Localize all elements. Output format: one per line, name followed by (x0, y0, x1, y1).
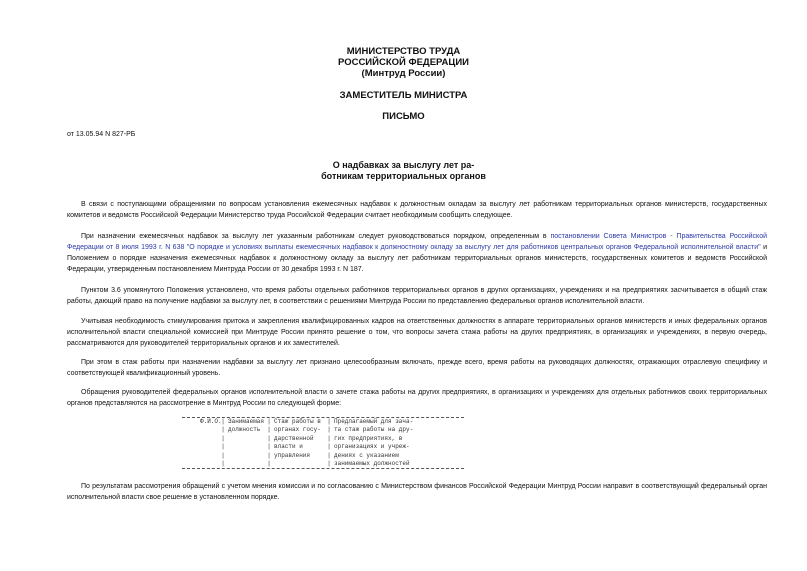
table-cell: Предлагаемый для зача- (334, 418, 414, 425)
column-separator: | (327, 460, 331, 468)
author-position: ЗАМЕСТИТЕЛЬ МИНИСТРА (339, 90, 468, 101)
table-row (182, 452, 464, 460)
table-row (182, 435, 464, 443)
table-cell: занимаемых должностей (334, 460, 410, 468)
paragraph-legal-basis (67, 231, 767, 275)
table-row (182, 426, 464, 434)
column-separator: | (327, 451, 331, 459)
table-cell (228, 452, 264, 460)
table-cell: гих предприятиях, в (334, 434, 403, 442)
column-separator: | (221, 426, 225, 434)
paragraph-clause-3-6: Пунктом 3.6 упомянутого Положения установлено, что время работы отдельных работников территориальных органов в других организациях, учреждениях и на предприятиях засчитывается в общий стаж работы, дающий право на получение надбавки за выслугу лет, в соответствии с решениями Минтруда России по представлению федеральных органов исполнительной власти. (67, 287, 767, 305)
column-separator: | (327, 426, 331, 434)
table-cell (228, 460, 264, 468)
column-separator: | (221, 460, 225, 468)
column-separator: | (267, 451, 271, 459)
column-separator: | (267, 426, 271, 434)
column-separator: | (267, 418, 271, 425)
column-separator: | (267, 460, 271, 468)
subject-line1: О надбавках за выслугу лет ра- (332, 160, 475, 170)
document-date-number: от 13.05.94 N 827-РБ (67, 131, 136, 138)
table-cell (182, 460, 218, 468)
table-cell: Стаж работы в (274, 418, 321, 425)
paragraph-conclusion: По результатам рассмотрения обращений с учетом мнения комиссии и по согласованию с Министерством финансов Российской Федерации Минтруд России направит в соответствующий федеральный орган исполнительной власти свое решение в установленном порядке. (67, 483, 767, 501)
paragraph-form-intro: Обращения руководителей федеральных органов исполнительной власти о зачете стажа работы на других предприятиях, в организациях и учреждениях для отдельных работников своих территориальных органов представляются на рассмотрение в Минтруд России по следующей форме: (67, 389, 767, 407)
column-separator: | (221, 418, 225, 425)
table-cell: организациях и учреж- (334, 443, 410, 451)
paragraph-seniority-inclusion: При этом в стаж работы при назначении надбавки за выслугу лет признано целесообразным включать, прежде всего, время работы на руководящих должностях, отражающих отраслевую специфику и соответствующей квалификационный уровень. (67, 359, 767, 377)
column-separator: | (327, 434, 331, 442)
table-cell: та стаж работы на дру- (334, 426, 414, 434)
paragraph-text: и Положением о порядке назначения ежемесячных надбавок к должностному окладу за выслугу лет работникам территориальных органов министерств, государственных комитетов и ведомств Российской Федерации, утвержденным постановлением Минтруда России от 30 декабря 1993 г. N 187. (67, 244, 768, 273)
ministry-name-line1: МИНИСТЕРСТВО ТРУДА (346, 46, 461, 57)
column-separator: | (221, 443, 225, 451)
table-cell (182, 426, 218, 434)
table-cell: должность (228, 426, 261, 434)
paragraph-text: При назначении ежемесячных надбавок за выслугу лет указанным работникам следует руководствоваться порядком, определенным в (81, 233, 551, 240)
column-separator: | (267, 434, 271, 442)
table-cell: управления (274, 451, 311, 459)
subject-line2: ботникам территориальных органов (321, 171, 486, 181)
table-cell (274, 460, 324, 468)
paragraph-intro: В связи с поступающими обращениями по вопросам установления ежемесячных надбавок к должностным окладам за выслугу лет работникам территориальных органов министерств, государственных комитетов и ведомств Российской Федерации Министерство труда Российской Федерации считает необходимым сообщить следующее. (67, 201, 767, 219)
table-cell (228, 435, 264, 443)
column-separator: | (267, 443, 271, 451)
ministry-abbreviation: (Минтруд России) (361, 68, 446, 79)
table-cell (182, 443, 218, 451)
table-cell (182, 435, 218, 443)
ministry-name-line2: РОССИЙСКОЙ ФЕДЕРАЦИИ (337, 57, 469, 68)
table-row (182, 460, 464, 468)
table-cell (228, 443, 264, 451)
table-body (182, 418, 464, 468)
column-separator: | (327, 418, 331, 425)
table-bottom-rule (182, 468, 464, 469)
table-cell: Занимаемая (228, 418, 265, 425)
column-separator: | (221, 434, 225, 442)
table-cell: дарственной (274, 434, 314, 442)
table-row (182, 443, 464, 451)
table-cell: дениях с указанием (334, 451, 399, 459)
decree-link[interactable]: постановлении Совета Министров - Правительства Российской Федерации от 8 июля 1993 г. N 638 "О порядке и условиях выплаты ежемесячных надбавок к должностному окладу за выслугу лет для работников центральных органов Федеральной исполнительной власти" (67, 233, 767, 251)
table-cell: органах госу- (274, 426, 321, 434)
table-cell: Ф.И.О. (200, 418, 222, 425)
request-form-table (182, 417, 464, 469)
column-separator: | (327, 443, 331, 451)
table-cell (182, 452, 218, 460)
table-cell: власти и (274, 443, 303, 451)
paragraph-commission-decision: Учитывая необходимость стимулирования притока и закрепления квалифицированных кадров на ответственных должностях в аппарате территориальных органов министерств и иных федеральных органов исполнительной власти специальной комиссией при Минтруде России принято решение о том, что вопросы зачета стажа работы на других предприятиях, в организациях и учреждениях, в первую очередь, рассматриваются для руководителей территориальных органов и их заместителей. (67, 318, 767, 347)
column-separator: | (221, 451, 225, 459)
document-type: ПИСЬМО (382, 111, 425, 122)
table-row (182, 418, 464, 426)
